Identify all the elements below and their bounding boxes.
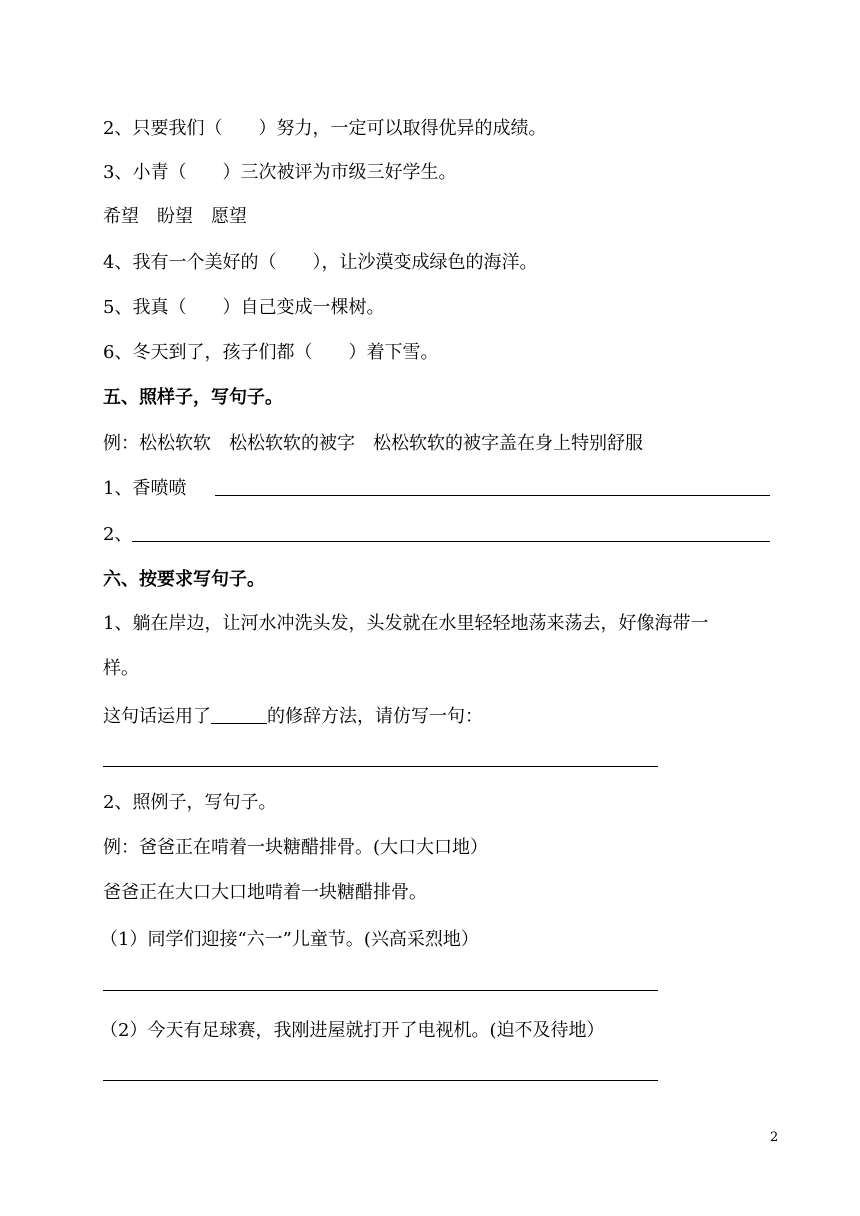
word-bank — [103, 205, 247, 229]
word-option: 希望 — [103, 206, 139, 227]
question-4-5: 5、我真（ ）自己变成一棵树。 — [103, 297, 385, 318]
question-4-6: 6、冬天到了，孩子们都（ ）着下雪。 — [103, 342, 439, 363]
prompt-after: 的修辞方法，请仿写一句： — [267, 706, 483, 727]
question-6-2-example-result: 爸爸正在大口大口地啃着一块糖醋排骨。 — [103, 882, 427, 903]
answer-line[interactable] — [103, 1080, 658, 1081]
section-5-example: 例：松松软软 松松软软的被字 松松软软的被字盖在身上特别舒服 — [103, 433, 643, 454]
question-6-2-2: （2）今天有足球赛，我刚进屋就打开了电视机。(迫不及待地） — [100, 1020, 605, 1041]
word-option: 盼望 — [157, 206, 193, 227]
answer-line[interactable] — [103, 766, 658, 767]
question-6-2-title: 2、照例子，写句子。 — [103, 792, 277, 813]
question-6-2-example: 例：爸爸正在啃着一块糖醋排骨。(大口大口地） — [103, 837, 489, 858]
page-number: 2 — [770, 1130, 779, 1145]
question-5-2: 2、 — [103, 524, 133, 545]
section-5-heading: 五、照样子，写句子。 — [103, 387, 283, 408]
question-6-1-line2: 样。 — [103, 658, 139, 679]
question-5-1: 1、香喷喷 — [103, 478, 187, 499]
question-4-2: 2、只要我们（ ）努力，一定可以取得优异的成绩。 — [103, 118, 547, 139]
section-6-heading: 六、按要求写句子。 — [103, 569, 265, 590]
answer-line[interactable] — [132, 541, 770, 542]
answer-line[interactable] — [103, 990, 658, 991]
question-6-2-1: （1）同学们迎接“六一”儿童节。(兴高采烈地） — [100, 929, 479, 950]
rhetoric-blank[interactable] — [211, 705, 267, 724]
prompt-before: 这句话运用了 — [103, 706, 211, 727]
question-4-4: 4、我有一个美好的（ ），让沙漠变成绿色的海洋。 — [103, 252, 538, 273]
question-6-1-line1: 1、躺在岸边，让河水冲洗头发，头发就在水里轻轻地荡来荡去，好像海带一 — [103, 613, 709, 634]
question-6-1-prompt — [103, 705, 483, 729]
answer-line[interactable] — [215, 495, 770, 496]
question-4-3: 3、小青（ ）三次被评为市级三好学生。 — [103, 162, 457, 183]
word-option: 愿望 — [211, 206, 247, 227]
